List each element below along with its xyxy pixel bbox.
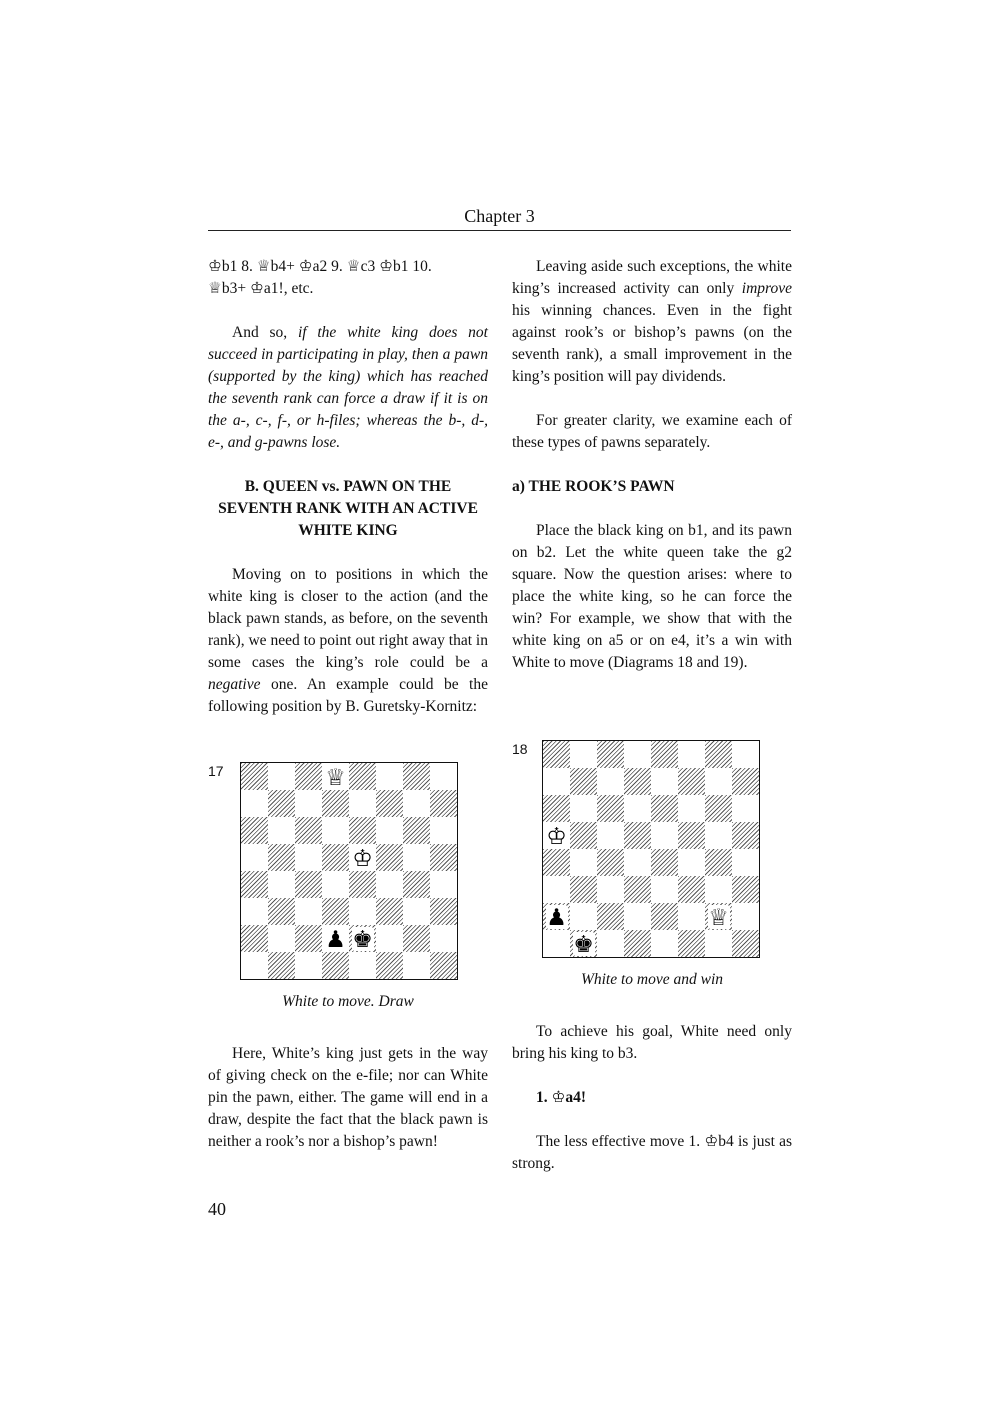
square-f5: [678, 822, 705, 849]
move-square: a4!: [565, 1089, 587, 1106]
square-h1: [430, 952, 457, 979]
chess-piece-b1: ♚: [573, 931, 594, 958]
square-d5: [624, 822, 651, 849]
square-g2: [403, 925, 430, 952]
square-d7: [624, 768, 651, 795]
square-b7: [268, 790, 295, 817]
heading-line-2: SEVENTH RANK WITH AN ACTIVE: [218, 500, 478, 517]
moves-line-2: ♕b3+ ♔a1!, etc.: [208, 280, 314, 297]
square-f6: [678, 795, 705, 822]
moves-line-1: ♔b1 8. ♕b4+ ♔a2 9. ♕c3 ♔b1 10.: [208, 258, 432, 275]
diagram-18-number: 18: [512, 741, 528, 757]
square-h3: [732, 876, 759, 903]
square-g4: [403, 871, 430, 898]
square-c1: [295, 952, 322, 979]
less-effective-text-a: The less effective move 1.: [536, 1133, 705, 1150]
square-f6: [376, 817, 403, 844]
square-h5: [430, 844, 457, 871]
square-a3: [543, 876, 570, 903]
leaving-emphasis: improve: [741, 280, 792, 297]
square-g7: [403, 790, 430, 817]
section-heading: [208, 476, 488, 542]
square-h8: [430, 763, 457, 790]
left-column-lower: [208, 1043, 488, 1153]
square-h2: [430, 925, 457, 952]
square-a3: [241, 898, 268, 925]
square-g4: [705, 849, 732, 876]
square-d7: [322, 790, 349, 817]
square-g3: [705, 876, 732, 903]
square-c5: [597, 822, 624, 849]
square-c7: [295, 790, 322, 817]
paragraph-clarity: For greater clarity, we examine each of these types of pawns separately.: [512, 412, 792, 451]
page-number: 40: [208, 1199, 226, 1219]
square-c8: [295, 763, 322, 790]
square-c8: [597, 741, 624, 768]
square-c4: [295, 871, 322, 898]
square-e6: [349, 817, 376, 844]
square-a8: [543, 741, 570, 768]
square-b5: [570, 822, 597, 849]
square-e4: [349, 871, 376, 898]
square-b5: [268, 844, 295, 871]
square-e3: [349, 898, 376, 925]
square-d3: [322, 898, 349, 925]
heading-line-1: B. QUEEN vs. PAWN ON THE: [244, 478, 452, 495]
move-number: 1.: [536, 1089, 552, 1106]
square-a4: [241, 871, 268, 898]
chess-piece-d8: ♕: [325, 764, 346, 791]
square-g7: [705, 768, 732, 795]
square-h3: [430, 898, 457, 925]
move-line: [512, 1087, 792, 1109]
square-b7: [570, 768, 597, 795]
right-column-lower: [512, 1021, 792, 1175]
diagram-18-board: [542, 740, 760, 958]
square-c5: [295, 844, 322, 871]
square-f7: [678, 768, 705, 795]
square-a7: [543, 768, 570, 795]
square-h8: [732, 741, 759, 768]
square-b2: [268, 925, 295, 952]
diagram-17-number: 17: [208, 763, 224, 779]
and-so-italic: if the white king does not succeed in participating in play, then a pawn (supported by the king) which has reached the seventh rank can force a draw if it is on the a-, c-, f-, or h-files; whereas the b-, d-, e-, and g-pawns lose.: [208, 324, 488, 451]
leaving-text-a: Leaving aside such exceptions, the white king’s increased activity can only: [512, 258, 792, 297]
leaving-text-b: his winning chances. Even in the fight against rook’s or bishop’s pawns (on the seventh rank), a small improvement in the king’s position will pay dividends.: [512, 302, 792, 385]
square-a1: [241, 952, 268, 979]
square-b8: [570, 741, 597, 768]
square-c3: [597, 876, 624, 903]
chess-piece-a5: ♔: [546, 823, 567, 850]
square-h6: [430, 817, 457, 844]
diagram-17-board: [240, 762, 458, 980]
square-g1: [403, 952, 430, 979]
square-f8: [376, 763, 403, 790]
moves-text: [208, 256, 488, 300]
paragraph-place: Place the black king on b1, and its pawn on b2. Let the white queen take the g2 square. Now the question arises: where to place the white king, so he can force the win? For example, we show that with the white king on a5 or on e4, it’s a win with White to move (Diagrams 18 and 19).: [512, 522, 792, 671]
square-d5: [322, 844, 349, 871]
square-b6: [268, 817, 295, 844]
square-f5: [376, 844, 403, 871]
square-g3: [403, 898, 430, 925]
square-d6: [322, 817, 349, 844]
square-d1: [624, 930, 651, 957]
square-c7: [597, 768, 624, 795]
square-a2: [241, 925, 268, 952]
square-h7: [430, 790, 457, 817]
square-g1: [705, 930, 732, 957]
square-c3: [295, 898, 322, 925]
square-c4: [597, 849, 624, 876]
heading-line-3: WHITE KING: [298, 522, 398, 539]
square-a8: [241, 763, 268, 790]
square-e7: [651, 768, 678, 795]
right-column: [512, 256, 792, 674]
square-d4: [624, 849, 651, 876]
less-effective-text-b: b4 is just as strong.: [512, 1133, 792, 1172]
square-e2: [349, 925, 376, 952]
square-b4: [570, 849, 597, 876]
square-h4: [430, 871, 457, 898]
square-f7: [376, 790, 403, 817]
chess-piece-e5: ♔: [352, 845, 373, 872]
square-b3: [570, 876, 597, 903]
square-b1: [570, 930, 597, 957]
square-g5: [403, 844, 430, 871]
square-f1: [376, 952, 403, 979]
moving-on-emphasis: negative: [208, 676, 261, 693]
square-f2: [376, 925, 403, 952]
chess-piece-e2: ♚: [352, 926, 373, 953]
square-f4: [376, 871, 403, 898]
paragraph-less-effective: [512, 1131, 792, 1175]
square-e2: [651, 903, 678, 930]
square-a1: [543, 930, 570, 957]
square-c6: [295, 817, 322, 844]
square-g5: [705, 822, 732, 849]
square-a2: [543, 903, 570, 930]
square-h7: [732, 768, 759, 795]
square-d6: [624, 795, 651, 822]
square-a6: [543, 795, 570, 822]
running-header: Chapter 3: [464, 206, 535, 226]
square-b1: [268, 952, 295, 979]
header-rule: [208, 230, 791, 231]
subheading-rooks-pawn: a) THE ROOK’S PAWN: [512, 478, 675, 495]
square-e4: [651, 849, 678, 876]
square-d2: [322, 925, 349, 952]
and-so-lead: And so,: [232, 324, 298, 341]
square-g8: [705, 741, 732, 768]
square-e7: [349, 790, 376, 817]
paragraph-and-so: [208, 322, 488, 454]
square-e6: [651, 795, 678, 822]
square-d1: [322, 952, 349, 979]
square-g2: [705, 903, 732, 930]
square-e5: [651, 822, 678, 849]
square-f2: [678, 903, 705, 930]
square-f1: [678, 930, 705, 957]
square-h1: [732, 930, 759, 957]
square-f4: [678, 849, 705, 876]
square-e3: [651, 876, 678, 903]
square-g8: [403, 763, 430, 790]
moving-on-text-a: Moving on to positions in which the white king is closer to the action (and the black pawn stands, as before, on the seventh rank), we need to point out right away that in some cases the king’s role could be a: [208, 566, 488, 671]
diagram-17-caption: White to move. Draw: [282, 993, 414, 1010]
chess-piece-g2: ♕: [708, 904, 729, 931]
square-c2: [295, 925, 322, 952]
square-e8: [651, 741, 678, 768]
square-e1: [349, 952, 376, 979]
square-d4: [322, 871, 349, 898]
square-f3: [678, 876, 705, 903]
square-c6: [597, 795, 624, 822]
square-g6: [705, 795, 732, 822]
square-e5: [349, 844, 376, 871]
square-d8: [322, 763, 349, 790]
paragraph-moving-on: [208, 564, 488, 718]
square-a4: [543, 849, 570, 876]
square-a7: [241, 790, 268, 817]
square-a6: [241, 817, 268, 844]
square-b3: [268, 898, 295, 925]
square-c1: [597, 930, 624, 957]
square-a5: [241, 844, 268, 871]
king-glyph: ♔: [704, 1133, 719, 1150]
square-f8: [678, 741, 705, 768]
square-b8: [268, 763, 295, 790]
king-glyph: ♔: [551, 1089, 566, 1106]
paragraph-here: Here, White’s king just gets in the way of giving check on the e-file; nor can White pin the pawn, either. The game will end in a draw, despite the fact that the black pawn is neither a rook’s nor a bishop’s pawn!: [208, 1045, 488, 1150]
square-b2: [570, 903, 597, 930]
moving-on-text-b: one. An example could be the following position by B. Guretsky-Kornitz:: [208, 676, 488, 715]
square-e8: [349, 763, 376, 790]
square-d8: [624, 741, 651, 768]
square-a5: [543, 822, 570, 849]
square-c2: [597, 903, 624, 930]
square-d3: [624, 876, 651, 903]
chess-piece-a2: ♟: [546, 904, 567, 931]
square-g6: [403, 817, 430, 844]
chess-piece-d2: ♟: [325, 926, 346, 953]
square-h2: [732, 903, 759, 930]
square-f3: [376, 898, 403, 925]
square-h4: [732, 849, 759, 876]
square-d2: [624, 903, 651, 930]
diagram-18-caption: White to move and win: [580, 971, 724, 988]
square-h5: [732, 822, 759, 849]
left-column: [208, 256, 488, 718]
square-b4: [268, 871, 295, 898]
paragraph-achieve: To achieve his goal, White need only bring his king to b3.: [512, 1023, 792, 1062]
square-h6: [732, 795, 759, 822]
paragraph-leaving-aside: [512, 256, 792, 388]
square-b6: [570, 795, 597, 822]
square-e1: [651, 930, 678, 957]
